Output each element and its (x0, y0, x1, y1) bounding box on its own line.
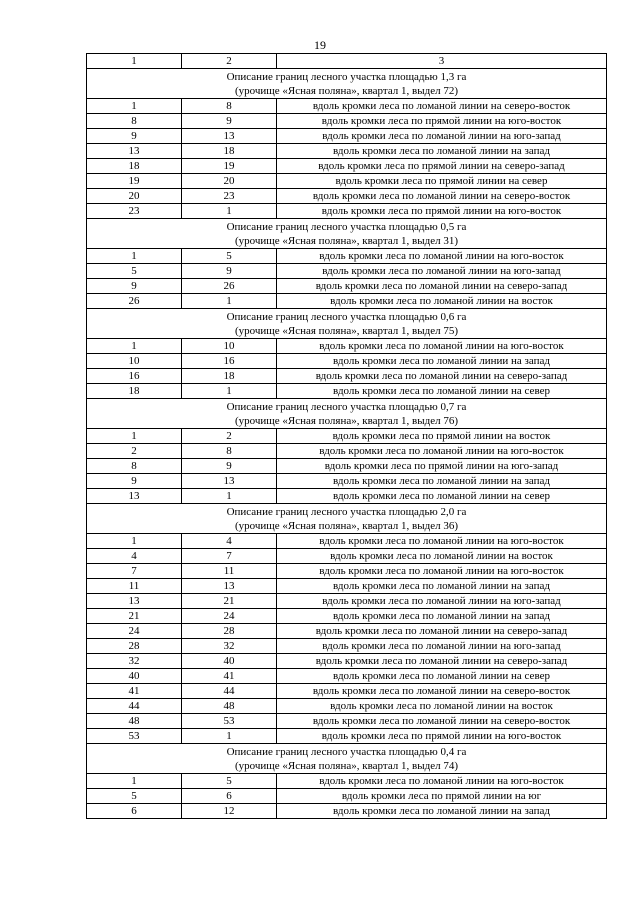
direction-cell: вдоль кромки леса по ломаной линии на северо-восток (277, 684, 607, 699)
point-from-cell: 20 (87, 189, 182, 204)
table-row (87, 489, 607, 504)
point-from-cell: 8 (87, 459, 182, 474)
direction-cell: вдоль кромки леса по прямой линии на юг (277, 789, 607, 804)
point-to-cell: 13 (182, 579, 277, 594)
table-row (87, 354, 607, 369)
page-number: 19 (314, 38, 326, 52)
point-to-cell: 18 (182, 144, 277, 159)
direction-cell: вдоль кромки леса по ломаной линии на юго-восток (277, 249, 607, 264)
section-title-row (87, 219, 607, 249)
point-from-cell: 1 (87, 339, 182, 354)
direction-cell: вдоль кромки леса по ломаной линии на юго-запад (277, 594, 607, 609)
table-row (87, 534, 607, 549)
point-to-cell: 8 (182, 444, 277, 459)
direction-cell: вдоль кромки леса по ломаной линии на юго-запад (277, 264, 607, 279)
section-title-line: Описание границ лесного участка площадью 0,4 га (226, 745, 467, 758)
point-to-cell: 13 (182, 474, 277, 489)
header-cell-1: 1 (87, 54, 182, 69)
point-from-cell: 44 (87, 699, 182, 714)
table-row (87, 669, 607, 684)
point-from-cell: 18 (87, 159, 182, 174)
point-from-cell: 5 (87, 789, 182, 804)
header-cell-2: 2 (182, 54, 277, 69)
table-row (87, 114, 607, 129)
direction-cell: вдоль кромки леса по ломаной линии на юго-восток (277, 534, 607, 549)
section-title (87, 219, 607, 249)
point-from-cell: 10 (87, 354, 182, 369)
direction-cell: вдоль кромки леса по прямой линии на восток (277, 429, 607, 444)
direction-cell: вдоль кромки леса по ломаной линии на восток (277, 294, 607, 309)
point-from-cell: 1 (87, 534, 182, 549)
direction-cell: вдоль кромки леса по ломаной линии на юго-восток (277, 444, 607, 459)
table-row (87, 639, 607, 654)
point-to-cell: 18 (182, 369, 277, 384)
direction-cell: вдоль кромки леса по прямой линии на юго-восток (277, 114, 607, 129)
direction-cell: вдоль кромки леса по прямой линии на юго-восток (277, 204, 607, 219)
table-row (87, 459, 607, 474)
table-row (87, 729, 607, 744)
section-title-row (87, 399, 607, 429)
point-to-cell: 21 (182, 594, 277, 609)
table-row (87, 369, 607, 384)
section-title-line: Описание границ лесного участка площадью 0,6 га (226, 310, 467, 323)
point-from-cell: 9 (87, 474, 182, 489)
point-to-cell: 9 (182, 114, 277, 129)
direction-cell: вдоль кромки леса по ломаной линии на северо-восток (277, 714, 607, 729)
direction-cell: вдоль кромки леса по прямой линии на северо-запад (277, 159, 607, 174)
table-row (87, 549, 607, 564)
point-from-cell: 1 (87, 99, 182, 114)
point-to-cell: 8 (182, 99, 277, 114)
direction-cell: вдоль кромки леса по ломаной линии на запад (277, 579, 607, 594)
point-to-cell: 13 (182, 129, 277, 144)
point-to-cell: 5 (182, 774, 277, 789)
table-row (87, 789, 607, 804)
table-row (87, 594, 607, 609)
point-from-cell: 13 (87, 489, 182, 504)
direction-cell: вдоль кромки леса по ломаной линии на северо-запад (277, 654, 607, 669)
section-title-line: (урочище «Ясная поляна», квартал 1, выдел 72) (234, 84, 458, 97)
point-from-cell: 1 (87, 774, 182, 789)
table-row (87, 339, 607, 354)
point-to-cell: 53 (182, 714, 277, 729)
point-to-cell: 4 (182, 534, 277, 549)
point-to-cell: 19 (182, 159, 277, 174)
point-from-cell: 40 (87, 669, 182, 684)
direction-cell: вдоль кромки леса по прямой линии на юго-запад (277, 459, 607, 474)
direction-cell: вдоль кромки леса по ломаной линии на север (277, 669, 607, 684)
section-title-row (87, 69, 607, 99)
table-row (87, 99, 607, 114)
table-row (87, 174, 607, 189)
point-to-cell: 24 (182, 609, 277, 624)
table-row (87, 714, 607, 729)
section-title-line: Описание границ лесного участка площадью 2,0 га (226, 505, 467, 518)
point-to-cell: 11 (182, 564, 277, 579)
point-to-cell: 6 (182, 789, 277, 804)
table-row (87, 279, 607, 294)
direction-cell: вдоль кромки леса по ломаной линии на северо-восток (277, 99, 607, 114)
direction-cell: вдоль кромки леса по ломаной линии на запад (277, 144, 607, 159)
point-to-cell: 23 (182, 189, 277, 204)
point-from-cell: 48 (87, 714, 182, 729)
point-from-cell: 26 (87, 294, 182, 309)
point-to-cell: 48 (182, 699, 277, 714)
point-from-cell: 23 (87, 204, 182, 219)
point-to-cell: 7 (182, 549, 277, 564)
point-to-cell: 26 (182, 279, 277, 294)
table-row (87, 684, 607, 699)
point-from-cell: 21 (87, 609, 182, 624)
table-row (87, 144, 607, 159)
direction-cell: вдоль кромки леса по ломаной линии на север (277, 384, 607, 399)
point-to-cell: 5 (182, 249, 277, 264)
table-row (87, 294, 607, 309)
point-to-cell: 1 (182, 384, 277, 399)
table-row (87, 804, 607, 819)
section-title-line: Описание границ лесного участка площадью 0,5 га (226, 220, 467, 233)
direction-cell: вдоль кромки леса по ломаной линии на запад (277, 804, 607, 819)
section-title-line: (урочище «Ясная поляна», квартал 1, выдел 75) (234, 324, 458, 337)
point-from-cell: 32 (87, 654, 182, 669)
header-cell-3: 3 (277, 54, 607, 69)
table-row (87, 189, 607, 204)
point-to-cell: 12 (182, 804, 277, 819)
section-title-row (87, 309, 607, 339)
section-title-line: (урочище «Ясная поляна», квартал 1, выдел 36) (234, 519, 458, 532)
section-title (87, 69, 607, 99)
table-row (87, 579, 607, 594)
section-title (87, 309, 607, 339)
direction-cell: вдоль кромки леса по ломаной линии на юго-запад (277, 639, 607, 654)
section-title-line: (урочище «Ясная поляна», квартал 1, выдел 76) (234, 414, 458, 427)
point-to-cell: 1 (182, 489, 277, 504)
point-from-cell: 6 (87, 804, 182, 819)
table-row (87, 204, 607, 219)
table-row (87, 444, 607, 459)
direction-cell: вдоль кромки леса по ломаной линии на запад (277, 354, 607, 369)
table-header-row (87, 54, 607, 69)
point-from-cell: 9 (87, 129, 182, 144)
table-row (87, 249, 607, 264)
point-from-cell: 41 (87, 684, 182, 699)
point-to-cell: 20 (182, 174, 277, 189)
direction-cell: вдоль кромки леса по прямой линии на север (277, 174, 607, 189)
point-to-cell: 44 (182, 684, 277, 699)
section-title-row (87, 744, 607, 774)
table-row (87, 654, 607, 669)
point-to-cell: 28 (182, 624, 277, 639)
point-from-cell: 9 (87, 279, 182, 294)
table-row (87, 564, 607, 579)
point-from-cell: 11 (87, 579, 182, 594)
direction-cell: вдоль кромки леса по ломаной линии на юго-восток (277, 774, 607, 789)
point-to-cell: 1 (182, 294, 277, 309)
table-row (87, 159, 607, 174)
section-title-row (87, 504, 607, 534)
direction-cell: вдоль кромки леса по ломаной линии на северо-восток (277, 189, 607, 204)
direction-cell: вдоль кромки леса по ломаной линии на юго-восток (277, 564, 607, 579)
direction-cell: вдоль кромки леса по ломаной линии на северо-запад (277, 369, 607, 384)
direction-cell: вдоль кромки леса по ломаной линии на восток (277, 699, 607, 714)
point-from-cell: 5 (87, 264, 182, 279)
direction-cell: вдоль кромки леса по ломаной линии на север (277, 489, 607, 504)
point-from-cell: 53 (87, 729, 182, 744)
point-from-cell: 19 (87, 174, 182, 189)
section-title-line: (урочище «Ясная поляна», квартал 1, выдел 31) (234, 234, 458, 247)
point-from-cell: 16 (87, 369, 182, 384)
table-row (87, 609, 607, 624)
section-title-line: (урочище «Ясная поляна», квартал 1, выдел 74) (234, 759, 458, 772)
table-row (87, 624, 607, 639)
point-to-cell: 9 (182, 264, 277, 279)
boundary-description-table (86, 53, 607, 819)
section-title (87, 399, 607, 429)
point-from-cell: 13 (87, 144, 182, 159)
point-to-cell: 10 (182, 339, 277, 354)
section-title-line: Описание границ лесного участка площадью 0,7 га (226, 400, 467, 413)
direction-cell: вдоль кромки леса по ломаной линии на восток (277, 549, 607, 564)
point-from-cell: 2 (87, 444, 182, 459)
table-row (87, 699, 607, 714)
table-row (87, 384, 607, 399)
point-to-cell: 2 (182, 429, 277, 444)
direction-cell: вдоль кромки леса по ломаной линии на юго-восток (277, 339, 607, 354)
section-title (87, 744, 607, 774)
point-to-cell: 16 (182, 354, 277, 369)
table-row (87, 474, 607, 489)
point-to-cell: 32 (182, 639, 277, 654)
point-to-cell: 40 (182, 654, 277, 669)
table-row (87, 264, 607, 279)
section-title (87, 504, 607, 534)
point-from-cell: 28 (87, 639, 182, 654)
point-from-cell: 4 (87, 549, 182, 564)
point-to-cell: 1 (182, 729, 277, 744)
point-from-cell: 1 (87, 429, 182, 444)
point-from-cell: 8 (87, 114, 182, 129)
point-from-cell: 13 (87, 594, 182, 609)
table-row (87, 429, 607, 444)
point-from-cell: 1 (87, 249, 182, 264)
point-from-cell: 18 (87, 384, 182, 399)
direction-cell: вдоль кромки леса по ломаной линии на юго-запад (277, 129, 607, 144)
direction-cell: вдоль кромки леса по ломаной линии на северо-запад (277, 279, 607, 294)
point-to-cell: 1 (182, 204, 277, 219)
table-row (87, 774, 607, 789)
section-title-line: Описание границ лесного участка площадью 1,3 га (226, 70, 467, 83)
direction-cell: вдоль кромки леса по ломаной линии на северо-запад (277, 624, 607, 639)
direction-cell: вдоль кромки леса по прямой линии на юго-восток (277, 729, 607, 744)
point-from-cell: 7 (87, 564, 182, 579)
direction-cell: вдоль кромки леса по ломаной линии на запад (277, 609, 607, 624)
table-row (87, 129, 607, 144)
direction-cell: вдоль кромки леса по ломаной линии на запад (277, 474, 607, 489)
point-from-cell: 24 (87, 624, 182, 639)
point-to-cell: 9 (182, 459, 277, 474)
point-to-cell: 41 (182, 669, 277, 684)
